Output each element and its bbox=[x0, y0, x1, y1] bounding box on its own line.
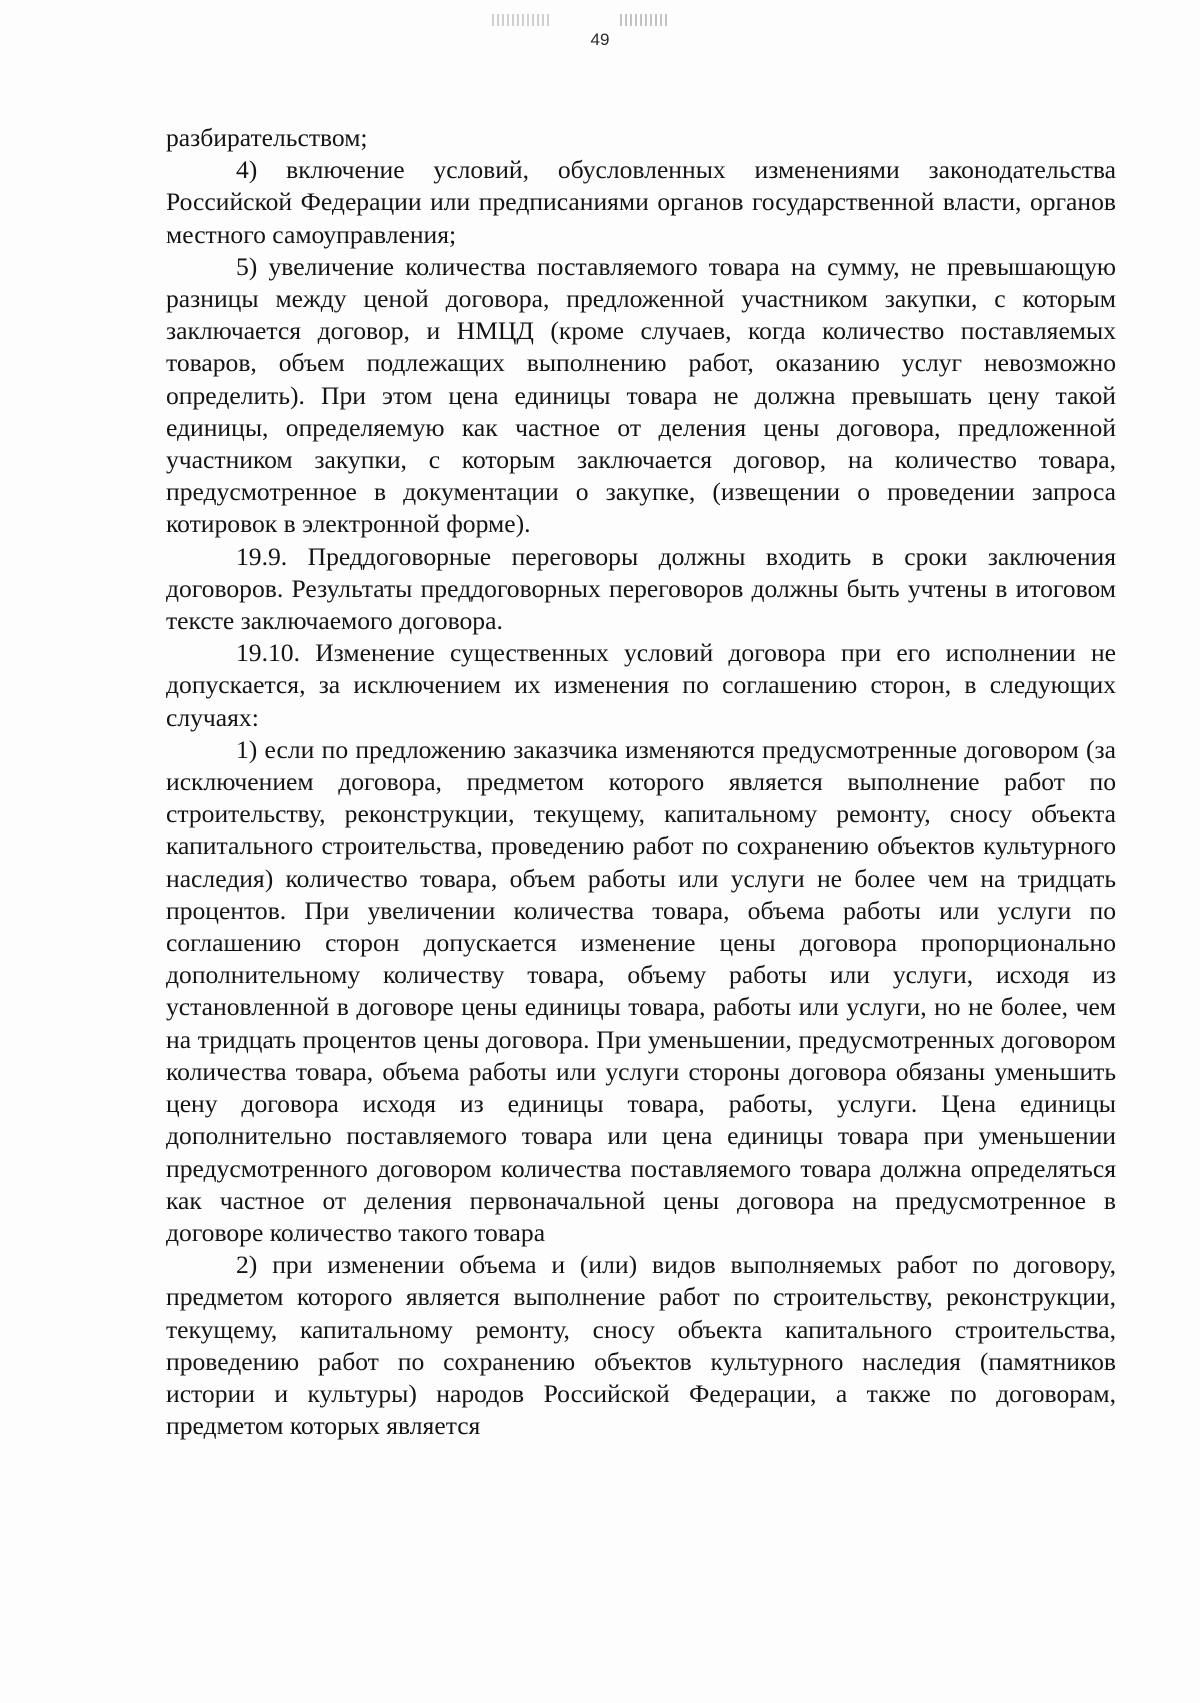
scan-artifact bbox=[620, 14, 670, 26]
document-body bbox=[166, 122, 1116, 1442]
scan-artifact bbox=[492, 14, 552, 26]
paragraph-continuation: разбирательством; bbox=[166, 123, 368, 152]
paragraph-item-5: 5) увеличение количества поставляемого товара на сумму, не превышающую разницы между ценой договора, предложенной участником закупки, с которым заключается договор, и НМЦД (кроме случаев, когда количество поставляемых товаров, объем подлежащих выполнению работ, оказанию услуг невозможно определить). При этом цена единицы товара не должна превышать цену такой единицы, определяемую как частное от деления цены договора, предложенной участником закупки, с которым заключается договор, на количество товара, предусмотренное в документации о закупке, (извещении о проведении запроса котировок в электронной форме). bbox=[166, 251, 1116, 539]
page-number: 49 bbox=[590, 30, 610, 49]
paragraph-19-10: 19.10. Изменение существенных условий договора при его исполнении не допускается, за исключением их изменения по соглашению сторон, в следующих случаях: bbox=[166, 638, 1116, 732]
paragraph-19-9: 19.9. Преддоговорные переговоры должны входить в сроки заключения договоров. Результаты преддоговорных переговоров должны быть учтены в итоговом тексте заключаемого договора. bbox=[166, 541, 1116, 636]
paragraph-case-1: 1) если по предложению заказчика изменяются предусмотренные договором (за исключением договора, предметом которого является выполнение работ по строительству, реконструкции, текущему, капитальному ремонту, сносу объекта капитального строительства, проведению работ по сохранению объектов культурного наследия) количество товара, объем работы или услуги не более чем на тридцать процентов. При увеличении количества товара, объема работы или услуги по соглашению сторон допускается изменение цены договора пропорционально дополнительному количеству товара, объему работы или услуги, исходя из установленной в договоре цены единицы товара, работы или услуги, но не более, чем на тридцать процентов цены договора. При уменьшении, предусмотренных договором количества товара, объема работы или услуги стороны договора обязаны уменьшить цену договора исходя из единицы товара, работы, услуги. Цена единицы дополнительно поставляемого товара или цена единицы товара при уменьшении предусмотренного договором количества поставляемого товара должна определяться как частное от деления первоначальной цены договора на предусмотренное в договоре количество такого товара bbox=[166, 734, 1116, 1247]
paragraph-item-4: 4) включение условий, обусловленных изменениями законодательства Российской Федерации или предписаниями органов государственной власти, органов местного самоуправления; bbox=[166, 155, 1116, 249]
paragraph-case-2: 2) при изменении объема и (или) видов выполняемых работ по договору, предметом которого является выполнение работ по строительству, реконструкции, текущему, капитальному ремонту, сносу объекта капитального строительства, проведению работ по сохранению объектов культурного наследия (памятников истории и культуры) народов Российской Федерации, а также по договорам, предметом которых является bbox=[166, 1250, 1116, 1441]
